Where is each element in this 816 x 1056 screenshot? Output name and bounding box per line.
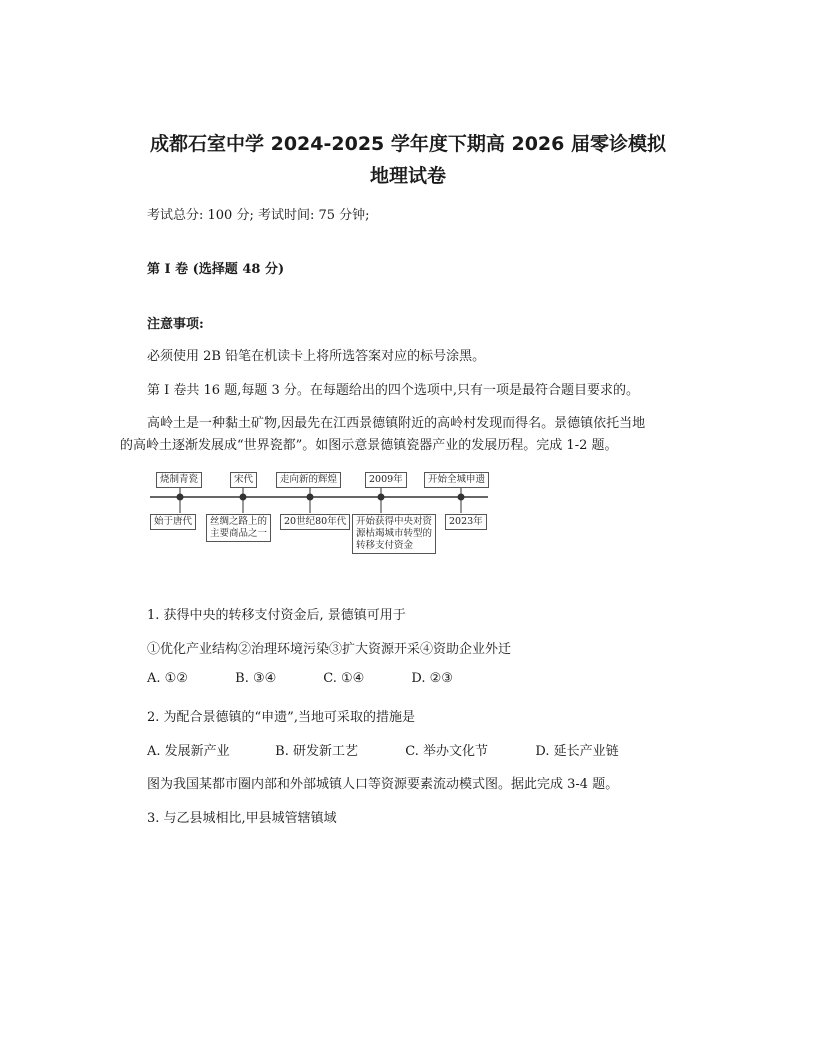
- exam-title-line1: 成都石室中学 2024-2025 学年度下期高 2026 届零诊模拟: [150, 133, 666, 155]
- passage1-line-1: 高岭土是一种黏土矿物,因最先在江西景德镇附近的高岭村发现而得名。景德镇依托当地: [147, 416, 646, 431]
- q2-option-c[interactable]: C. 举办文化节: [405, 744, 489, 759]
- q1-option-c[interactable]: C. ①④: [323, 671, 365, 686]
- q2-option-b[interactable]: B. 研发新工艺: [275, 744, 358, 759]
- timeline-label-top-2: 宋代: [230, 472, 257, 488]
- timeline-label-top-3: 走向新的辉煌: [276, 472, 341, 488]
- q1-items: ①优化产业结构②治理环境污染③扩大资源开采④资助企业外迁: [147, 642, 512, 657]
- passage1-line-2: 的高岭土逐渐发展成“世界瓷都”。如图示意景德镇瓷器产业的发展历程。完成 1-2 题。: [120, 438, 618, 453]
- q2-options: [147, 740, 645, 759]
- q1-stem: 1. 获得中央的转移支付资金后, 景德镇可用于: [147, 608, 406, 623]
- timeline-label-top-1: 烧制青瓷: [156, 472, 202, 488]
- q1-option-b[interactable]: B. ③④: [235, 671, 277, 686]
- notes-line-1: 必须使用 2B 铅笔在机读卡上将所选答案对应的标号涂黑。: [147, 349, 486, 364]
- timeline-label-bottom-1: 始于唐代: [150, 514, 196, 530]
- notes-line-2: 第 I 卷共 16 题,每题 3 分。在每题给出的四个选项中,只有一项是最符合题目要求的。: [147, 383, 640, 398]
- timeline-figure: [150, 468, 500, 558]
- exam-title-line2: 地理试卷: [369, 165, 446, 187]
- timeline-label-bottom-2: 丝绸之路上的 主要商品之一: [206, 514, 271, 542]
- passage2: 图为我国某都市圈内部和外部城镇人口等资源要素流动模式图。据此完成 3-4 题。: [147, 777, 619, 792]
- q2-option-a[interactable]: A. 发展新产业: [147, 744, 230, 759]
- q1-option-d[interactable]: D. ②③: [411, 671, 453, 686]
- q1-option-a[interactable]: A. ①②: [147, 671, 188, 686]
- timeline-label-bottom-3: 20世纪80年代: [280, 514, 350, 530]
- exam-info: 考试总分: 100 分; 考试时间: 75 分钟;: [147, 208, 370, 223]
- timeline-label-bottom-5: 2023年: [445, 514, 487, 530]
- q2-option-d[interactable]: D. 延长产业链: [535, 744, 619, 759]
- q3-stem: 3. 与乙县城相比,甲县城管辖镇域: [147, 811, 337, 826]
- q2-stem: 2. 为配合景德镇的“申遗”,当地可采取的措施是: [147, 710, 415, 725]
- timeline-label-top-4: 2009年: [365, 472, 407, 488]
- section-title: 第 I 卷 (选择题 48 分): [147, 262, 285, 277]
- timeline-label-bottom-4: 开始获得中央对资 源枯竭城市转型的 转移支付资金: [352, 514, 436, 554]
- notes-heading: 注意事项:: [147, 317, 204, 332]
- timeline-label-top-5: 开始全城申遗: [424, 472, 489, 488]
- q1-options: [147, 671, 495, 686]
